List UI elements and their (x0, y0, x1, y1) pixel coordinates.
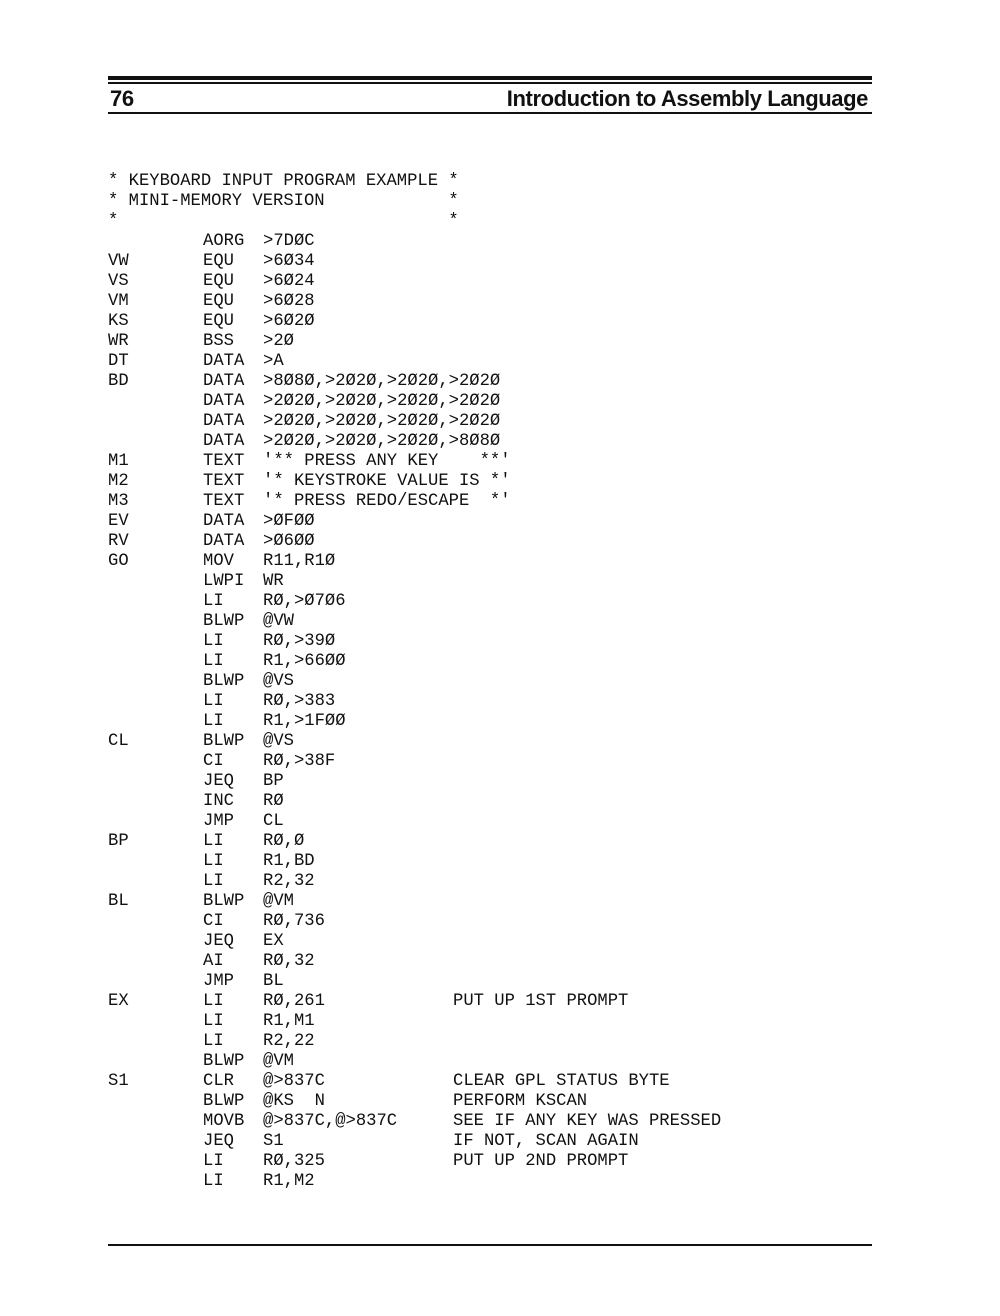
code-opcode: DATA (203, 372, 245, 391)
code-operand: BP (263, 772, 284, 791)
code-label: VS (108, 272, 129, 291)
code-label: M1 (108, 452, 129, 471)
code-label: VM (108, 292, 129, 311)
code-label: EV (108, 512, 129, 531)
code-operand: '** PRESS ANY KEY **' (263, 452, 511, 471)
code-opcode: BLWP (203, 732, 245, 751)
code-opcode: LI (203, 712, 224, 731)
header-rule-middle (108, 82, 872, 84)
code-opcode: JEQ (203, 932, 234, 951)
code-operand: >6Ø28 (263, 292, 315, 311)
code-opcode: JEQ (203, 772, 234, 791)
code-comment: PUT UP 2ND PROMPT (453, 1152, 629, 1171)
code-operand: '* PRESS REDO/ESCAPE *' (263, 492, 511, 511)
code-opcode: TEXT (203, 452, 245, 471)
code-operand: RØ,Ø (263, 832, 305, 851)
code-operand: CL (263, 812, 284, 831)
code-operand: @VS (263, 732, 294, 751)
code-opcode: LI (203, 992, 224, 1011)
code-operand: R1,>66ØØ (263, 652, 346, 671)
code-operand: @>837C,@>837C (263, 1112, 398, 1131)
code-opcode: MOVB (203, 1112, 245, 1131)
code-label: GO (108, 552, 129, 571)
code-operand: >2Ø2Ø,>2Ø2Ø,>2Ø2Ø,>2Ø2Ø (263, 412, 501, 431)
code-label: S1 (108, 1072, 129, 1091)
code-operand: WR (263, 572, 284, 591)
code-comment: SEE IF ANY KEY WAS PRESSED (453, 1112, 722, 1131)
code-opcode: LI (203, 852, 224, 871)
code-label: VW (108, 252, 129, 271)
code-operand: R11,R1Ø (263, 552, 336, 571)
code-operand: >A (263, 352, 284, 371)
code-opcode: EQU (203, 292, 234, 311)
code-comment: CLEAR GPL STATUS BYTE (453, 1072, 670, 1091)
code-operand: RØ,32 (263, 952, 315, 971)
code-label: KS (108, 312, 129, 331)
code-label: BL (108, 892, 129, 911)
code-opcode: DATA (203, 352, 245, 371)
code-operand: >ØFØØ (263, 512, 315, 531)
code-opcode: LI (203, 872, 224, 891)
comment-banner: * KEYBOARD INPUT PROGRAM EXAMPLE * (108, 172, 459, 191)
comment-banner: * * (108, 212, 459, 231)
code-label: RV (108, 532, 129, 551)
code-operand: R1,M1 (263, 1012, 315, 1031)
code-opcode: LI (203, 1032, 224, 1051)
code-label: BD (108, 372, 129, 391)
code-operand: RØ,>38F (263, 752, 336, 771)
code-operand: @>837C (263, 1072, 325, 1091)
code-opcode: BLWP (203, 1052, 245, 1071)
code-opcode: BSS (203, 332, 234, 351)
code-opcode: LI (203, 592, 224, 611)
code-operand: RØ,>39Ø (263, 632, 336, 651)
code-operand: >7DØC (263, 232, 315, 251)
footer-rule (108, 1244, 872, 1246)
code-opcode: BLWP (203, 1092, 245, 1111)
code-opcode: DATA (203, 412, 245, 431)
code-opcode: DATA (203, 532, 245, 551)
code-opcode: AORG (203, 232, 245, 251)
code-opcode: MOV (203, 552, 234, 571)
code-opcode: EQU (203, 272, 234, 291)
code-opcode: EQU (203, 252, 234, 271)
code-label: WR (108, 332, 129, 351)
code-operand: >2Ø2Ø,>2Ø2Ø,>2Ø2Ø,>2Ø2Ø (263, 392, 501, 411)
code-operand: >6Ø34 (263, 252, 315, 271)
header-rule-top (108, 76, 872, 80)
code-opcode: BLWP (203, 612, 245, 631)
code-operand: '* KEYSTROKE VALUE IS *' (263, 472, 511, 491)
code-comment: IF NOT, SCAN AGAIN (453, 1132, 639, 1151)
code-opcode: LI (203, 1152, 224, 1171)
code-opcode: CLR (203, 1072, 234, 1091)
code-operand: R2,32 (263, 872, 315, 891)
code-operand: @KS N (263, 1092, 325, 1111)
page-header (110, 86, 868, 114)
code-operand: >2Ø2Ø,>2Ø2Ø,>2Ø2Ø,>8Ø8Ø (263, 432, 501, 451)
code-opcode: LI (203, 632, 224, 651)
code-opcode: LI (203, 692, 224, 711)
code-operand: RØ,736 (263, 912, 325, 931)
code-label: EX (108, 992, 129, 1011)
code-operand: R2,22 (263, 1032, 315, 1051)
code-opcode: TEXT (203, 492, 245, 511)
code-opcode: LI (203, 1172, 224, 1191)
code-operand: >8Ø8Ø,>2Ø2Ø,>2Ø2Ø,>2Ø2Ø (263, 372, 501, 391)
code-opcode: BLWP (203, 892, 245, 911)
code-opcode: LI (203, 652, 224, 671)
code-operand: >6Ø24 (263, 272, 315, 291)
code-operand: RØ,261 (263, 992, 325, 1011)
code-label: BP (108, 832, 129, 851)
code-opcode: CI (203, 752, 224, 771)
code-operand: BL (263, 972, 284, 991)
code-opcode: LI (203, 832, 224, 851)
comment-banner: * MINI-MEMORY VERSION * (108, 192, 459, 211)
code-operand: @VW (263, 612, 294, 631)
code-operand: >Ø6ØØ (263, 532, 315, 551)
code-opcode: JEQ (203, 1132, 234, 1151)
code-opcode: JMP (203, 812, 234, 831)
code-opcode: BLWP (203, 672, 245, 691)
code-opcode: INC (203, 792, 234, 811)
code-operand: R1,BD (263, 852, 315, 871)
code-label: CL (108, 732, 129, 751)
header-rule-bottom (108, 112, 872, 114)
page-number: 76 (110, 86, 134, 111)
code-operand: RØ,>Ø7Ø6 (263, 592, 346, 611)
code-operand: R1,M2 (263, 1172, 315, 1191)
code-opcode: TEXT (203, 472, 245, 491)
code-operand: RØ,>383 (263, 692, 336, 711)
code-opcode: EQU (203, 312, 234, 331)
code-operand: @VS (263, 672, 294, 691)
running-title: Introduction to Assembly Language (506, 86, 868, 111)
code-operand: @VM (263, 892, 294, 911)
code-operand: EX (263, 932, 284, 951)
code-comment: PUT UP 1ST PROMPT (453, 992, 629, 1011)
code-opcode: DATA (203, 432, 245, 451)
code-opcode: LWPI (203, 572, 245, 591)
code-label: M2 (108, 472, 129, 491)
code-opcode: JMP (203, 972, 234, 991)
code-label: DT (108, 352, 129, 371)
code-operand: R1,>1FØØ (263, 712, 346, 731)
code-label: M3 (108, 492, 129, 511)
code-operand: @VM (263, 1052, 294, 1071)
code-operand: >2Ø (263, 332, 294, 351)
code-operand: RØ (263, 792, 284, 811)
code-opcode: DATA (203, 512, 245, 531)
code-opcode: LI (203, 1012, 224, 1031)
code-comment: PERFORM KSCAN (453, 1092, 588, 1111)
code-opcode: CI (203, 912, 224, 931)
code-operand: S1 (263, 1132, 284, 1151)
code-opcode: AI (203, 952, 224, 971)
code-opcode: DATA (203, 392, 245, 411)
code-operand: >6Ø2Ø (263, 312, 315, 331)
code-operand: RØ,325 (263, 1152, 325, 1171)
